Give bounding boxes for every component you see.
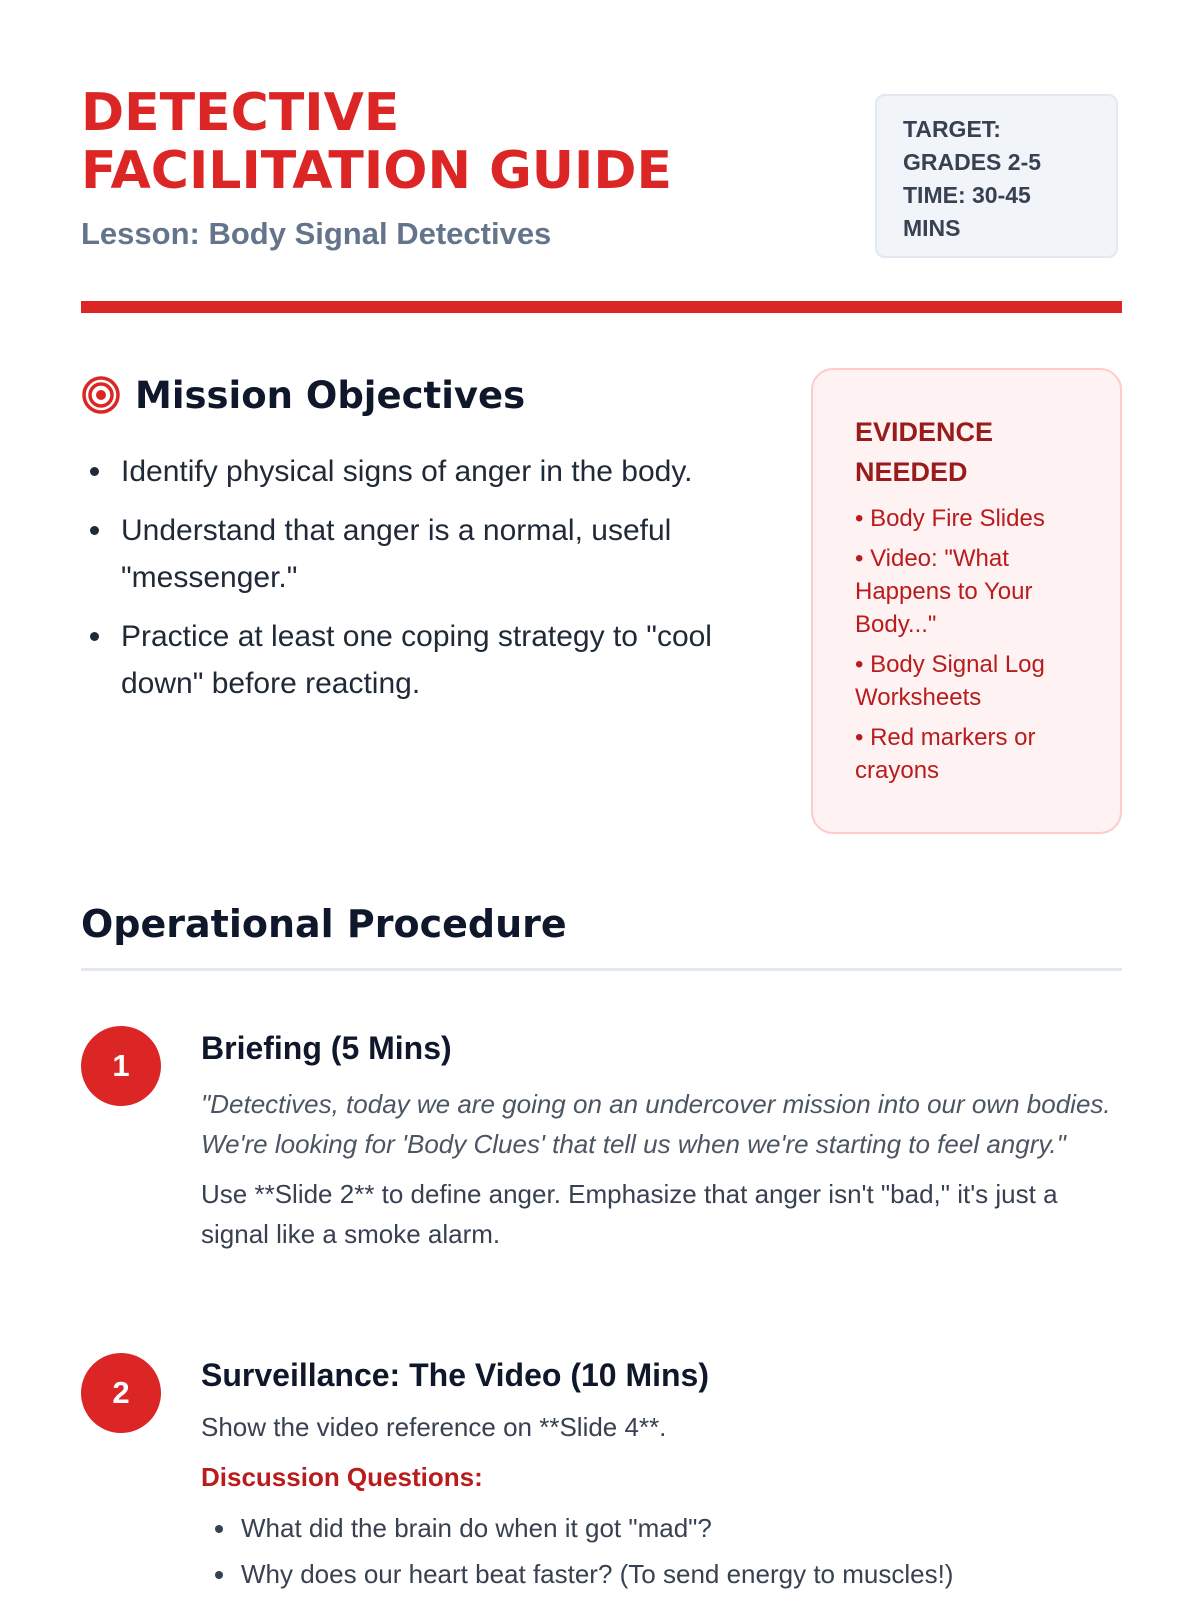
- page-title-line-1: DETECTIVE: [81, 83, 400, 143]
- time-unit: MINS: [903, 215, 961, 241]
- evidence-heading: EVIDENCE NEEDED: [855, 417, 994, 487]
- procedure-divider: [81, 968, 1122, 971]
- step-script-quote: "Detectives, today we are going on an undercover mission into our own bodies. We're looking for 'Body Clues' that tell us when we're starting to feel angry.": [201, 1089, 1111, 1159]
- evidence-item: • Body Fire Slides: [855, 502, 1080, 535]
- mission-objectives-heading: [81, 372, 525, 418]
- step-instructions: Use **Slide 2** to define anger. Emphasize that anger isn't "bad," it's just a signal like a smoke alarm.: [201, 1179, 1058, 1249]
- step-title: Surveillance: The Video (10 Mins): [201, 1357, 709, 1393]
- lesson-subtitle: Lesson: Body Signal Detectives: [81, 216, 552, 251]
- step-content: [201, 1026, 1122, 1254]
- step-content: [201, 1353, 1122, 1597]
- discussion-question: Why does our heart beat faster? (To send energy to muscles!): [201, 1551, 1122, 1597]
- time-value: TIME: 30-45: [903, 182, 1031, 208]
- objectives-list: [81, 448, 751, 719]
- evidence-list: [855, 502, 1080, 787]
- step-number-badge: 2: [81, 1353, 161, 1433]
- discussion-questions-list: [201, 1505, 1122, 1597]
- grades-value: GRADES 2-5: [903, 149, 1042, 175]
- header-divider: [81, 301, 1122, 313]
- step-instructions: Show the video reference on **Slide 4**.: [201, 1412, 667, 1442]
- step-title: Briefing (5 Mins): [201, 1030, 452, 1066]
- operational-procedure-heading: Operational Procedure: [81, 902, 567, 946]
- objective-item: Practice at least one coping strategy to "cool down" before reacting.: [81, 613, 751, 707]
- evidence-item: • Video: "What Happens to Your Body...": [855, 542, 1080, 641]
- evidence-needed-box: [811, 368, 1122, 834]
- target-info-box: [875, 94, 1118, 258]
- discussion-questions-label: Discussion Questions:: [201, 1462, 483, 1492]
- page-title-line-2: FACILITATION GUIDE: [81, 141, 673, 201]
- step-number-badge: 1: [81, 1026, 161, 1106]
- objective-item: Understand that anger is a normal, useful "messenger.": [81, 507, 751, 601]
- page-title: [81, 84, 801, 200]
- discussion-question: What did the brain do when it got "mad"?: [201, 1505, 1122, 1551]
- header: [81, 84, 1122, 264]
- evidence-item: • Body Signal Log Worksheets: [855, 648, 1080, 714]
- target-icon: [81, 375, 121, 415]
- target-label: TARGET:: [903, 116, 1001, 142]
- objective-item: Identify physical signs of anger in the body.: [81, 448, 751, 495]
- mission-objectives-title: Mission Objectives: [135, 373, 526, 417]
- evidence-item: • Red markers or crayons: [855, 721, 1080, 787]
